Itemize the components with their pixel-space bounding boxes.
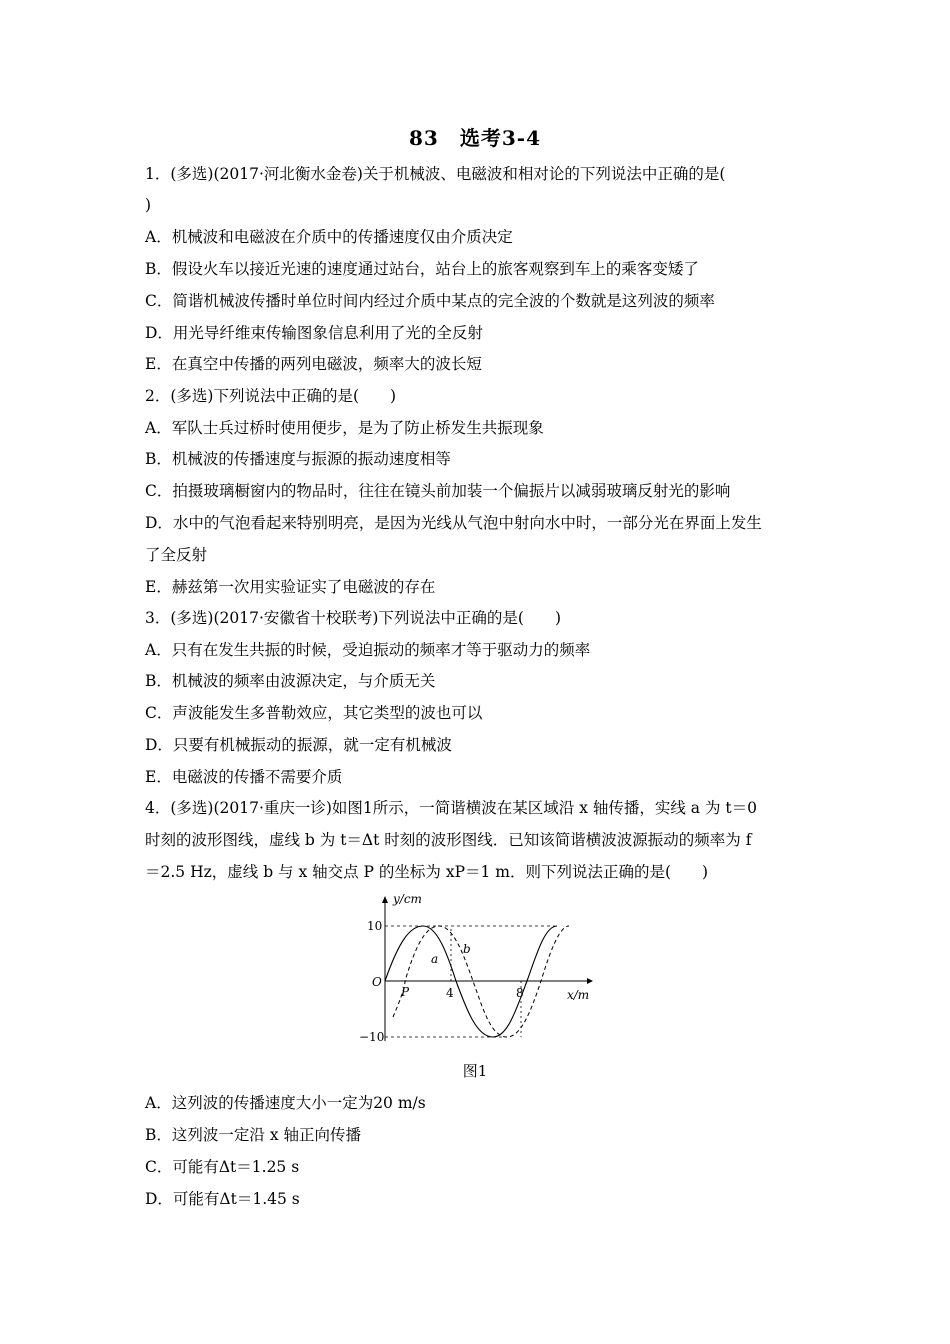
q3-option-b: B．机械波的频率由波源决定，与介质无关 <box>145 672 436 690</box>
wave-figure <box>355 893 600 1045</box>
q3-option-c: C．声波能发生多普勒效应，其它类型的波也可以 <box>145 704 483 722</box>
q4-option-a: A．这列波的传播速度大小一定为20 m/s <box>145 1094 426 1112</box>
q2-option-b: B．机械波的传播速度与振源的振动速度相等 <box>145 450 451 468</box>
tick-x-4: 4 <box>446 986 454 1000</box>
q2-stem: 2．(多选)下列说法中正确的是( ) <box>145 387 397 405</box>
y-axis-label: y/cm <box>393 893 422 906</box>
point-p-label: P <box>401 985 410 999</box>
q4-option-b: B．这列波一定沿 x 轴正向传播 <box>145 1126 361 1144</box>
x-axis-arrow <box>587 978 593 984</box>
q4-stem-line3: ＝2.5 Hz，虚线 b 与 x 轴交点 P 的坐标为 xP＝1 m．则下列说法正确的是( ) <box>145 863 709 881</box>
tick-y-neg10: −10 <box>359 1030 385 1044</box>
q3-option-d: D．只要有机械振动的振源，就一定有机械波 <box>145 736 452 754</box>
y-axis-arrow <box>382 896 388 903</box>
q4-option-d: D．可能有Δt＝1.45 s <box>145 1190 300 1208</box>
q1-stem-line1: 1．(多选)(2017·河北衡水金卷)关于机械波、电磁波和相对论的下列说法中正确的是( <box>145 165 726 183</box>
q1-option-c: C．简谐机械波传播时单位时间内经过介质中某点的完全波的个数就是这列波的频率 <box>145 292 715 310</box>
x-axis-label: x/m <box>567 988 590 1002</box>
q1-option-d: D．用光导纤维束传输图象信息利用了光的全反射 <box>145 324 483 342</box>
q3-option-a: A．只有在发生共振的时候，受迫振动的频率才等于驱动力的频率 <box>145 641 591 659</box>
q4-stem-line2: 时刻的波形图线，虚线 b 为 t＝Δt 时刻的波形图线．已知该简谐横波波源振动的频率为 f <box>145 831 752 849</box>
tick-x-8: 8 <box>516 986 524 1000</box>
q1-option-a: A．机械波和电磁波在介质中的传播速度仅由介质决定 <box>145 228 513 246</box>
q2-option-c: C．拍摄玻璃橱窗内的物品时，往往在镜头前加装一个偏振片以减弱玻璃反射光的影响 <box>145 482 731 500</box>
q3-stem: 3．(多选)(2017·安徽省十校联考)下列说法中正确的是( ) <box>145 609 562 627</box>
curve-a-label: a <box>431 952 439 966</box>
curve-b-label: b <box>463 942 471 956</box>
q1-stem-line2: ) <box>145 196 152 214</box>
q2-option-d-line1: D．水中的气泡看起来特别明亮，是因为光线从气泡中射向水中时，一部分光在界面上发生 <box>145 514 762 532</box>
q2-option-a: A．军队士兵过桥时使用便步，是为了防止桥发生共振现象 <box>145 419 544 437</box>
q2-option-e: E．赫兹第一次用实验证实了电磁波的存在 <box>145 578 436 596</box>
q3-option-e: E．电磁波的传播不需要介质 <box>145 768 343 786</box>
origin-label: O <box>372 975 382 989</box>
q1-option-e: E．在真空中传播的两列电磁波，频率大的波长短 <box>145 355 482 373</box>
figure-caption: 图1 <box>462 1062 488 1080</box>
tick-y-10: 10 <box>367 919 383 933</box>
page-title: 83 选考3-4 <box>409 126 541 150</box>
q4-stem-line1: 4．(多选)(2017·重庆一诊)如图1所示，一简谐横波在某区域沿 x 轴传播，实线 a 为 t＝0 <box>145 799 757 817</box>
q1-option-b: B．假设火车以接近光速的速度通过站台，站台上的旅客观察到车上的乘客变矮了 <box>145 260 699 278</box>
q2-option-d-line2: 了全反射 <box>145 546 208 564</box>
q4-option-c: C．可能有Δt＝1.25 s <box>145 1158 300 1176</box>
